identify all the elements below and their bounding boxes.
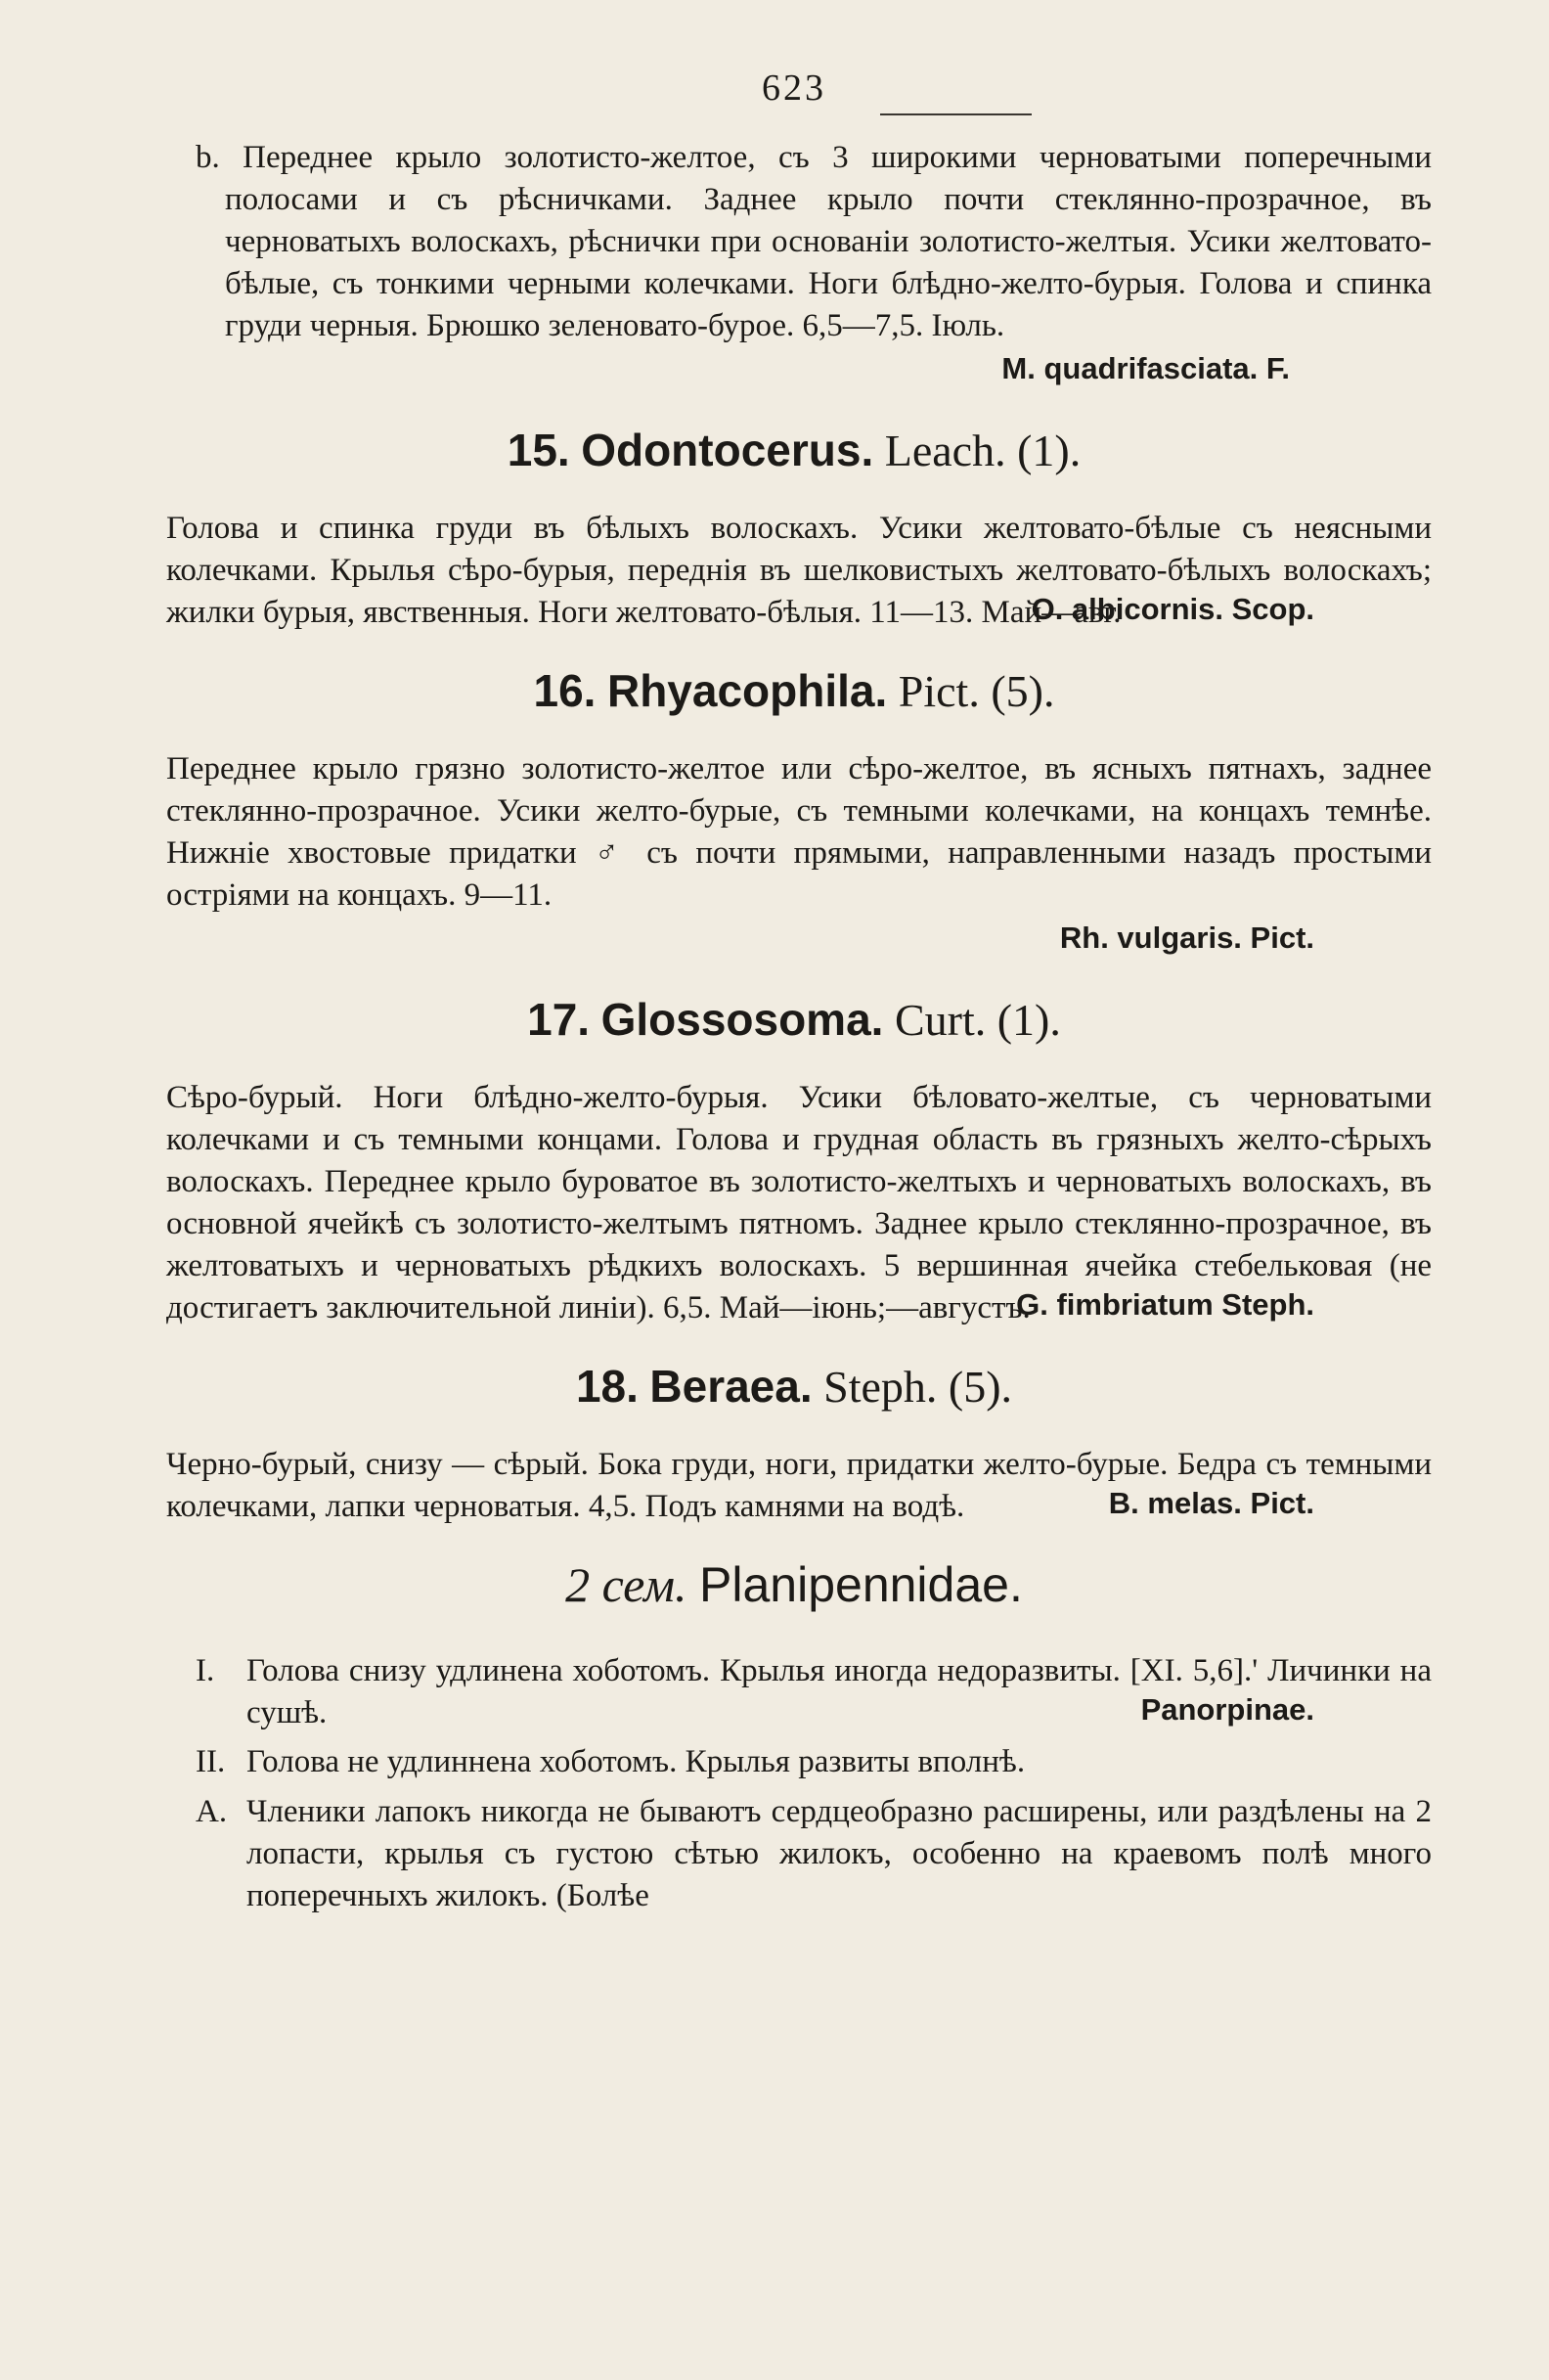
genus-description: Голова и спинка груди въ бѣлыхъ волоскахъ. Усики желтовато-бѣлые съ неясными колечками. Крылья сѣро-бурыя, переднiя въ шелковистыхъ желтовато-бѣлыхъ волоскахъ; жилки бурыя, явственныя. Ноги желтовато-бѣлыя. 11—13. Май—авг.: [166, 511, 1432, 630]
genus-name: Glossosoma.: [600, 994, 884, 1045]
genus-name: Rhyacophila.: [606, 665, 888, 716]
family-heading: [156, 1556, 1432, 1613]
genus-heading-rhyacophila: [156, 664, 1432, 717]
genus-heading-beraea: [156, 1360, 1432, 1413]
species-name: O. albicornis. Scop.: [1031, 592, 1314, 626]
key-mark: II.: [196, 1744, 226, 1779]
genus-description: Переднее крыло грязно золотисто-желтое или сѣро-желтое, въ ясныхъ пятнахъ, заднее стеклянно-прозрачное. Усики желто-бурые, съ темными колечками, на концахъ темнѣе. Нижнiе хвостовые придатки ♂ съ почти прямыми, направленными назадъ простыми острiями на концахъ. 9—11.: [166, 751, 1432, 913]
genus-authority: Steph. (5).: [823, 1362, 1013, 1412]
page-number: 623: [762, 67, 826, 109]
key-item-2: [196, 1741, 1432, 1783]
genus-heading-odontocerus: [156, 424, 1432, 476]
genus-name: Beraea.: [649, 1361, 813, 1412]
key-text: Голова снизу удлинена хоботомъ. Крылья иногда недоразвиты. [XI. 5,6].' Личинки на сушѣ.: [246, 1653, 1432, 1730]
genus-number: 17.: [527, 994, 591, 1045]
species-name: Rh. vulgaris. Pict.: [1059, 921, 1314, 955]
genus-number: 18.: [575, 1361, 639, 1412]
genus-number: 15.: [507, 425, 570, 475]
intro-species: M. quadrifasciata. F.: [1001, 351, 1290, 385]
species-name: B. melas. Pict.: [1108, 1486, 1314, 1520]
genus-heading-glossosoma: [156, 993, 1432, 1046]
key-taxon-panorpinae: Panorpinae.: [1140, 1692, 1314, 1727]
family-number: 2 сем.: [565, 1557, 687, 1612]
key-mark: I.: [196, 1653, 215, 1688]
family-name: Planipennidae.: [699, 1557, 1023, 1612]
genus-authority: Pict. (5).: [898, 666, 1055, 716]
key-text: Членики лапокъ никогда не бываютъ сердцеобразно расширены, или раздѣлены на 2 лопасти, крылья съ густою сѣтью жилокъ, особенно на краевомъ полѣ много поперечныхъ жилокъ. (Болѣе: [246, 1794, 1432, 1913]
genus-authority: Curt. (1).: [894, 995, 1061, 1045]
genus-authority: Leach. (1).: [884, 426, 1082, 475]
genus-description: Сѣро-бурый. Ноги блѣдно-желто-бурыя. Усики бѣловато-желтые, съ черноватыми колечками и съ темными концами. Голова и грудная область въ грязныхъ желто-сѣрыхъ волоскахъ. Переднее крыло буроватое въ золотисто-желтыхъ и черноватыхъ волоскахъ, въ основной ячейкѣ съ золотисто-желтымъ пятномъ. Заднее крыло стеклянно-прозрачное, въ желтоватыхъ и черноватыхъ рѣдкихъ волоскахъ. 5 вершинная ячейка стебельковая (не достигаетъ заключительной линiи). 6,5. Май—iюнь;—августъ.: [166, 1080, 1432, 1325]
genus-description: Черно-бурый, снизу — сѣрый. Бока груди, ноги, придатки желто-бурые. Бедра съ темными колечками, лапки черноватыя. 4,5. Подъ камнями на водѣ.: [166, 1447, 1432, 1524]
key-item-a: [196, 1791, 1432, 1917]
key-text: Голова не удлиннена хоботомъ. Крылья развиты вполнѣ.: [246, 1744, 1026, 1779]
species-name: G. fimbriatum Steph.: [1016, 1287, 1314, 1322]
header-rule: [880, 113, 1032, 115]
intro-paragraph: b. Переднее крыло золотисто-желтое, съ 3 широкими черноватыми поперечными полосами и съ рѣсничками. Заднее крыло почти стеклянно-прозрачное, въ черноватыхъ волоскахъ, рѣснички при основанiи золотисто-желтыя. Усики желтовато-бѣлые, съ тонкими черными колечками. Ноги блѣдно-желто-бурыя. Голова и спинка груди черныя. Брюшко зеленовато-бурое. 6,5—7,5. Iюль.: [196, 140, 1432, 343]
genus-number: 16.: [533, 665, 597, 716]
genus-name: Odontocerus.: [581, 425, 874, 475]
key-mark: A.: [196, 1794, 228, 1829]
